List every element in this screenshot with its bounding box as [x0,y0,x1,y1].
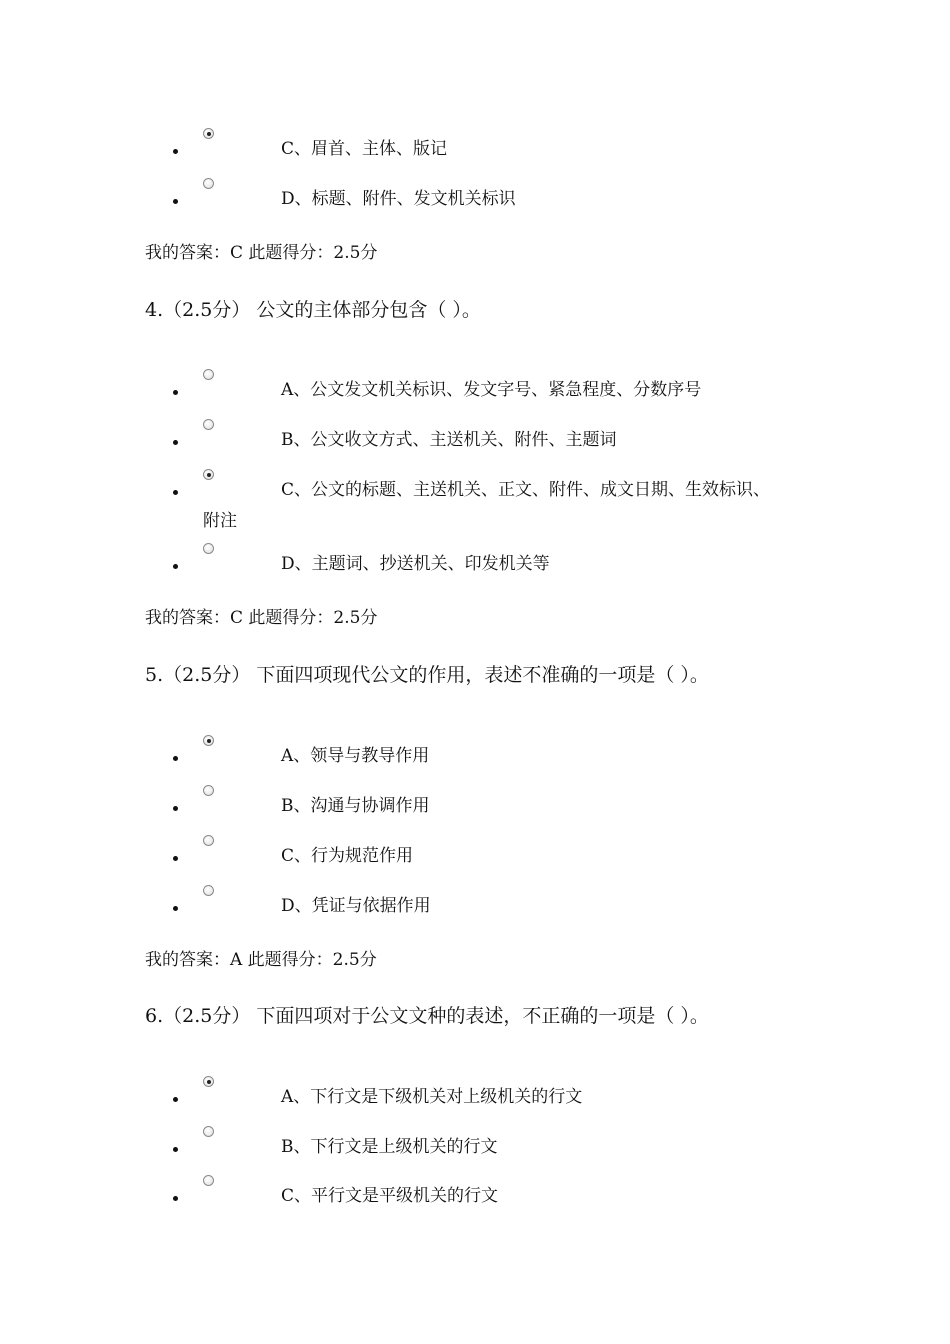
radio-button[interactable] [203,835,214,846]
radio-button[interactable] [203,735,214,746]
option-label: B、沟通与协调作用 [281,796,430,816]
bullet [173,440,178,445]
radio-button[interactable] [203,469,214,480]
option-label: C、眉首、主体、版记 [281,139,448,159]
bullet [173,564,178,569]
option-label: B、公文收文方式、主送机关、附件、主题词 [281,430,617,450]
radio-button[interactable] [203,178,214,189]
question-title: 6.（2.5分） 下面四项对于公文文种的表述，不正确的一项是（ ）。 [145,1005,709,1027]
question-title: 4.（2.5分） 公文的主体部分包含（ ）。 [145,299,481,321]
bullet [173,806,178,811]
option-label: C、公文的标题、主送机关、正文、附件、成文日期、生效标识、 [281,480,771,500]
question-title: 5.（2.5分） 下面四项现代公文的作用，表述不准确的一项是（ ）。 [145,664,709,686]
bullet [173,856,178,861]
option-label: D、主题词、抄送机关、印发机关等 [281,554,550,574]
bullet [173,1196,178,1201]
option-label: C、平行文是平级机关的行文 [281,1186,499,1206]
bullet [173,1147,178,1152]
my-answer: 我的答案：C 此题得分：2.5分 [145,243,378,263]
option-label: B、下行文是上级机关的行文 [281,1137,498,1157]
option-label: A、领导与教导作用 [281,746,430,766]
radio-button[interactable] [203,1175,214,1186]
option-label-continuation: 附注 [203,511,237,531]
bullet [173,390,178,395]
bullet [173,149,178,154]
bullet [173,906,178,911]
radio-button[interactable] [203,1076,214,1087]
option-label: D、标题、附件、发文机关标识 [281,189,516,209]
radio-button[interactable] [203,419,214,430]
bullet [173,199,178,204]
bullet [173,490,178,495]
radio-button[interactable] [203,369,214,380]
bullet [173,756,178,761]
my-answer: 我的答案：C 此题得分：2.5分 [145,608,378,628]
option-label: D、凭证与依据作用 [281,896,431,916]
bullet [173,1097,178,1102]
option-label: A、下行文是下级机关对上级机关的行文 [281,1087,583,1107]
my-answer: 我的答案：A 此题得分：2.5分 [145,950,377,970]
option-label: A、公文发文机关标识、发文字号、紧急程度、分数序号 [281,380,702,400]
radio-button[interactable] [203,543,214,554]
radio-button[interactable] [203,128,214,139]
radio-button[interactable] [203,1126,214,1137]
radio-button[interactable] [203,785,214,796]
option-label: C、行为规范作用 [281,846,414,866]
radio-button[interactable] [203,885,214,896]
